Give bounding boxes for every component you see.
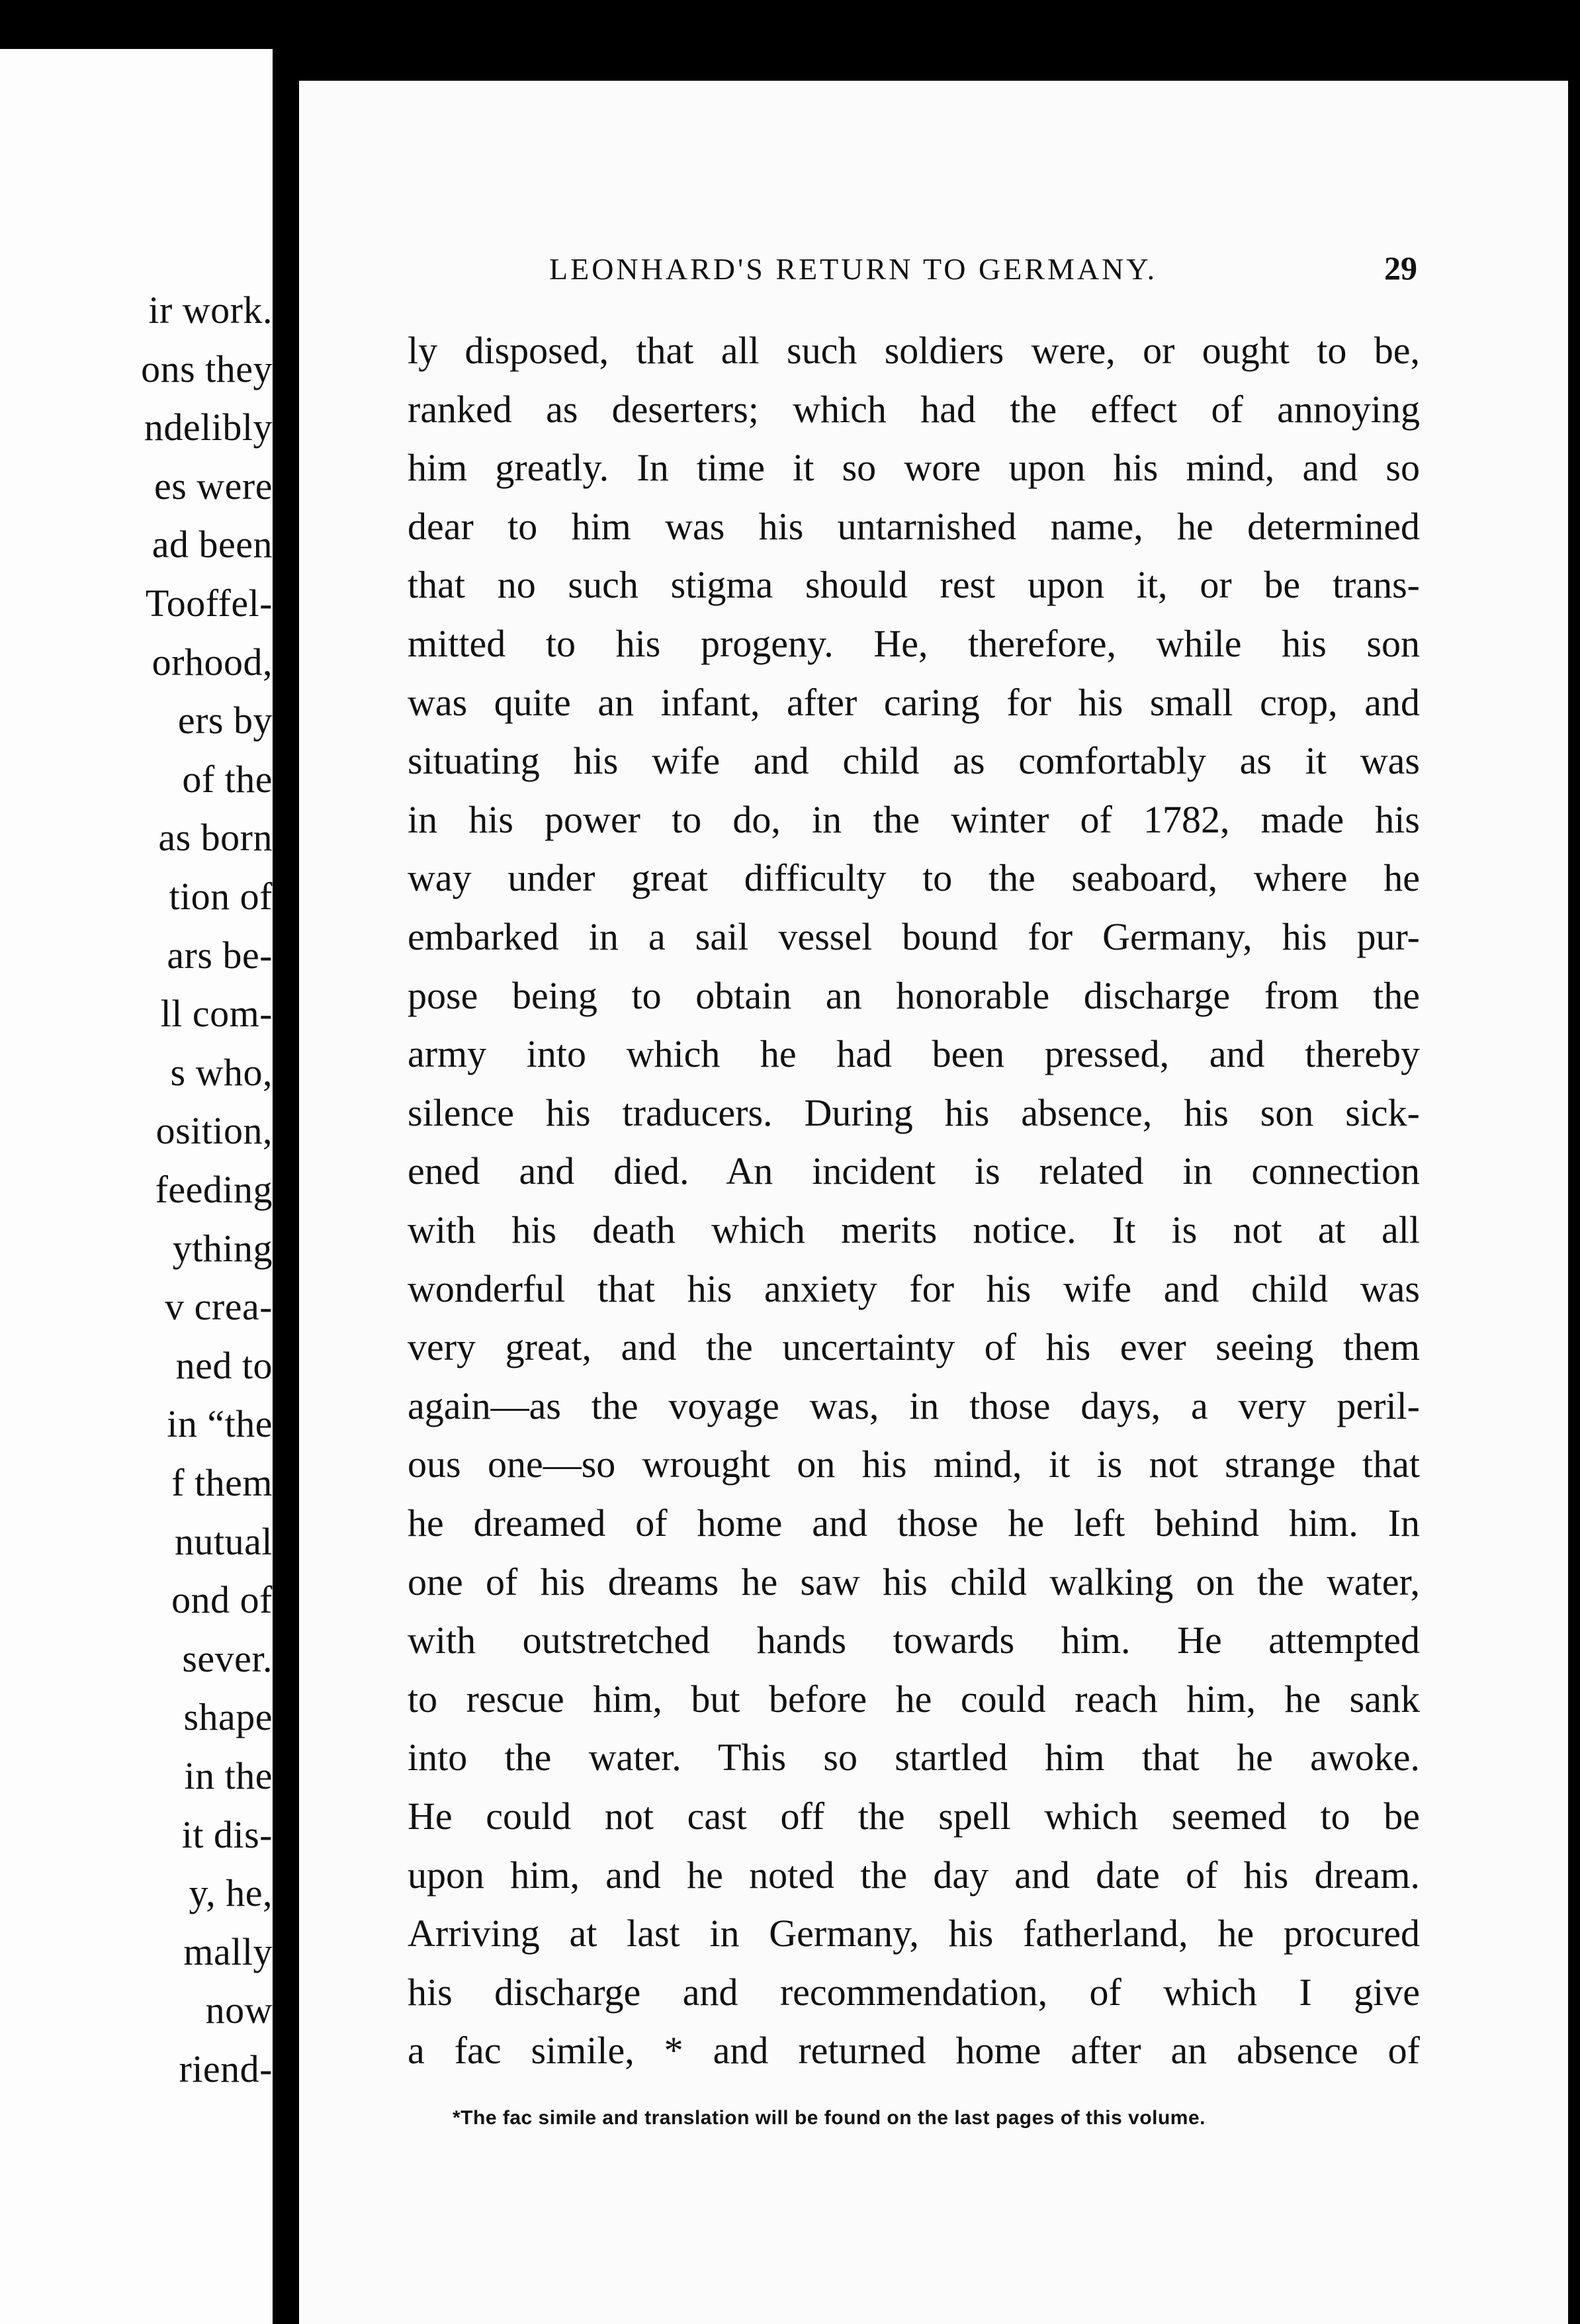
body-line: wonderful that his anxiety for his wife and child was <box>408 1267 1420 1310</box>
body-line: mitted to his progeny. He, therefore, while his son <box>408 622 1420 665</box>
left-page-line: y, he, <box>189 1871 273 1915</box>
body-line: situating his wife and child as comfortably as it was <box>408 739 1420 783</box>
body-line: dear to him was his untarnished name, he determined <box>408 504 1420 548</box>
body-line: with his death which merits notice. It is not at all <box>408 1208 1420 1251</box>
page-number: 29 <box>1384 249 1417 287</box>
left-page-line: as born <box>158 816 273 860</box>
body-line: way under great difficulty to the seaboard, where he <box>408 856 1420 900</box>
body-line: that no such stigma should rest upon it, or be trans- <box>408 563 1420 607</box>
left-page-line: ything <box>172 1226 273 1270</box>
left-page-line: f them <box>171 1461 273 1504</box>
main-page <box>299 81 1568 2324</box>
left-page-line: ll com- <box>160 992 273 1036</box>
body-line: He could not cast off the spell which seemed to be <box>408 1795 1420 1838</box>
left-page-line: it dis- <box>181 1812 273 1856</box>
body-line: ous one—so wrought on his mind, it is not strange that <box>408 1443 1420 1486</box>
left-page-line: of the <box>182 757 273 801</box>
body-line: pose being to obtain an honorable discharge from the <box>408 973 1420 1017</box>
body-line: to rescue him, but before he could reach him, he sank <box>408 1677 1420 1721</box>
body-line: a fac simile, * and returned home after an absence of <box>408 2029 1420 2073</box>
left-page-line: Tooffel- <box>145 582 273 625</box>
body-line: his discharge and recommendation, of which I give <box>408 1970 1420 2014</box>
left-page-line: ons they <box>141 347 273 390</box>
left-page-line: riend- <box>179 2047 273 2090</box>
left-page-line: ers by <box>177 699 273 742</box>
body-line: very great, and the uncertainty of his ever seeing them <box>408 1325 1420 1369</box>
body-line: into the water. This so startled him that he awoke. <box>408 1736 1420 1779</box>
body-line: one of his dreams he saw his child walking on the water, <box>408 1560 1420 1603</box>
left-page-line: ir work. <box>148 289 273 332</box>
body-line: him greatly. In time it so wore upon his mind, and so <box>408 446 1420 490</box>
left-page-line: ond of <box>171 1578 273 1622</box>
left-page-line: in the <box>184 1754 273 1797</box>
left-page-line: osition, <box>155 1109 273 1153</box>
book-gutter <box>273 0 298 2324</box>
left-page-line: ars be- <box>167 933 273 977</box>
left-page-line: ad been <box>152 523 273 566</box>
footnote: *The fac simile and translation will be found on the last pages of this volume. <box>453 2107 1206 2129</box>
body-line: was quite an infant, after caring for his small crop, and <box>408 680 1420 724</box>
body-line: embarked in a sail vessel bound for Germany, his pur- <box>408 915 1420 958</box>
left-page-line: es were <box>154 464 273 508</box>
left-page-line: ned to <box>175 1343 273 1387</box>
body-line: he dreamed of home and those he left behind him. In <box>408 1501 1420 1544</box>
body-line: ly disposed, that all such soldiers were, or ought to be, <box>408 329 1420 372</box>
left-page-line: shape <box>183 1695 273 1739</box>
body-line: Arriving at last in Germany, his fatherland, he procured <box>408 1912 1420 1955</box>
left-page-line: nutual <box>175 1519 273 1563</box>
body-line: ranked as deserters; which had the effect of annoying <box>408 387 1420 431</box>
left-facing-page <box>0 49 273 2324</box>
body-line: army into which he had been pressed, and thereby <box>408 1032 1420 1076</box>
left-page-line: ndelibly <box>144 406 273 449</box>
running-head: LEONHARD'S RETURN TO GERMANY. <box>549 252 1158 286</box>
body-line: ened and died. An incident is related in connection <box>408 1149 1420 1193</box>
left-page-line: sever. <box>182 1636 273 1680</box>
left-page-line: mally <box>183 1930 273 1973</box>
body-line: with outstretched hands towards him. He attempted <box>408 1619 1420 1662</box>
body-line: in his power to do, in the winter of 1782, made his <box>408 797 1420 841</box>
left-page-line: now <box>205 1989 273 2032</box>
body-line: upon him, and he noted the day and date of his dream. <box>408 1853 1420 1897</box>
body-text <box>299 81 1568 2324</box>
body-line: silence his traducers. During his absence, his son sick- <box>408 1091 1420 1134</box>
left-page-line: v crea- <box>165 1285 273 1329</box>
left-page-line: orhood, <box>152 640 273 684</box>
body-line: again—as the voyage was, in those days, a very peril- <box>408 1384 1420 1427</box>
left-page-line: s who, <box>170 1050 273 1094</box>
left-page-text <box>0 49 273 2324</box>
left-page-line: in “the <box>167 1402 273 1446</box>
left-page-line: feeding <box>155 1168 273 1211</box>
left-page-line: tion of <box>169 875 273 918</box>
